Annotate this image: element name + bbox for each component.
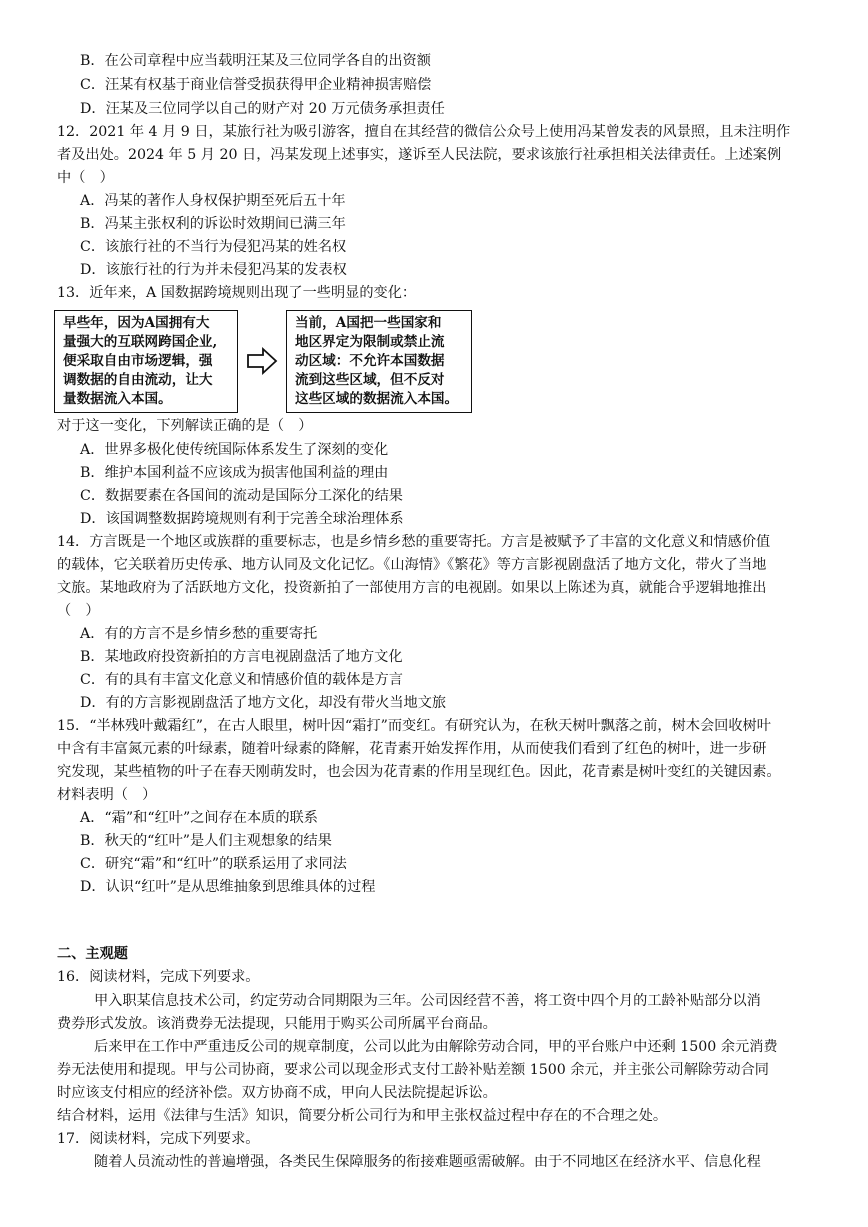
q14-option-c: C．有的具有丰富文化意义和情感价值的载体是方言 bbox=[80, 672, 403, 688]
q12-stem-line3: 中（ ） bbox=[57, 170, 114, 186]
right-arrow-icon bbox=[246, 346, 278, 376]
q14-stem-line3: 文旅。某地政府为了活跃地方文化，投资新拍了一部使用方言的电视剧。如果以上陈述为真，就能合乎逻辑地推出 bbox=[57, 580, 767, 596]
q14-stem-line4: （ ） bbox=[57, 603, 100, 619]
q13-option-b: B．维护本国利益不应该成为损害他国利益的理由 bbox=[80, 465, 389, 481]
q13-option-a: A．世界多极化使传统国际体系发生了深刻的变化 bbox=[80, 442, 389, 458]
box-line: 便采取自由市场逻辑，强 bbox=[63, 353, 213, 369]
q16-stem: 16．阅读材料，完成下列要求。 bbox=[57, 969, 260, 985]
box-line: 流到这些区域，但不反对 bbox=[295, 372, 445, 388]
box-line: 这些区域的数据流入本国。 bbox=[295, 391, 459, 407]
q11-option-d: D．汪某及三位同学以自己的财产对 20 万元债务承担责任 bbox=[80, 101, 445, 117]
q13-stem: 13．近年来，A 国数据跨境规则出现了一些明显的变化： bbox=[57, 285, 417, 301]
q15-stem-line2: 中含有丰富氮元素的叶绿素，随着叶绿素的降解，花青素开始发挥作用，从而使我们看到了红色的树叶，进一步研 bbox=[57, 741, 767, 757]
q17-stem: 17．阅读材料，完成下列要求。 bbox=[57, 1131, 260, 1147]
q15-option-c: C．研究“霜”和“红叶”的联系运用了求同法 bbox=[80, 856, 347, 872]
q14-option-b: B．某地政府投资新拍的方言电视剧盘活了地方文化 bbox=[80, 649, 403, 665]
q14-stem-line1: 14．方言既是一个地区或族群的重要标志，也是乡情乡愁的重要寄托。方言是被赋予了丰富的文化意义和情感价值 bbox=[57, 534, 771, 550]
box-line: 调数据的自由流动，让大 bbox=[63, 372, 213, 388]
q12-option-d: D．该旅行社的行为并未侵犯冯某的发表权 bbox=[80, 262, 347, 278]
q15-stem-line3: 究发现，某些植物的叶子在春天刚萌发时，也会因为花青素的作用呈现红色。因此，花青素是树叶变红的关键因素。 bbox=[57, 764, 781, 780]
q16-paragraph-line: 后来甲在工作中严重违反公司的规章制度，公司以此为由解除劳动合同，甲的平台账户中还剩 1500 余元消费 bbox=[94, 1039, 778, 1055]
q16-requirement: 结合材料，运用《法律与生活》知识，简要分析公司行为和甲主张权益过程中存在的不合理之处。 bbox=[57, 1108, 668, 1124]
q15-option-b: B．秋天的“红叶”是人们主观想象的结果 bbox=[80, 833, 332, 849]
q16-paragraph-line: 券无法使用和提现。甲与公司协商，要求公司以现金形式支付工龄补贴差额 1500 余元，并主张公司解除劳动合同 bbox=[57, 1062, 769, 1078]
q13-question: 对于这一变化，下列解读正确的是（ ） bbox=[57, 418, 313, 434]
q17-paragraph-line: 随着人员流动性的普遍增强，各类民生保障服务的衔接难题亟需破解。由于不同地区在经济水平、信息化程 bbox=[94, 1154, 761, 1170]
box-line: 量数据流入本国。 bbox=[63, 391, 172, 407]
q14-option-d: D．有的方言影视剧盘活了地方文化，却没有带火当地文旅 bbox=[80, 695, 447, 711]
q15-stem-line4: 材料表明（ ） bbox=[57, 787, 157, 803]
q14-option-a: A．有的方言不是乡情乡愁的重要寄托 bbox=[80, 626, 318, 642]
q14-stem-line2: 的载体，它关联着历史传承、地方认同及文化记忆。《山海情》《繁花》等方言影视剧盘活了地方文化，带火了当地 bbox=[57, 557, 767, 573]
box-line: 当前，A国把一些国家和 bbox=[295, 315, 442, 331]
q15-option-a: A．“霜”和“红叶”之间存在本质的联系 bbox=[80, 810, 318, 826]
q13-option-d: D．该国调整数据跨境规则有利于完善全球治理体系 bbox=[80, 511, 404, 527]
box-line: 早些年，因为A国拥有大 bbox=[63, 315, 210, 331]
box-line: 量强大的互联网跨国企业, bbox=[63, 334, 218, 350]
q13-option-c: C．数据要素在各国间的流动是国际分工深化的结果 bbox=[80, 488, 403, 504]
q12-stem-line2: 者及出处。2024 年 5 月 20 日，冯某发现上述事实，遂诉至人民法院，要求该旅行社承担相关法律责任。上述案例 bbox=[57, 147, 782, 163]
box-line: 动区域：不允许本国数据 bbox=[295, 353, 445, 369]
q16-paragraph-line: 甲入职某信息技术公司，约定劳动合同期限为三年。公司因经营不善，将工资中四个月的工龄补贴部分以消 bbox=[94, 993, 761, 1009]
q11-option-c: C．汪某有权基于商业信誉受损获得甲企业精神损害赔偿 bbox=[80, 77, 432, 93]
q11-option-b: B．在公司章程中应当载明汪某及三位同学各自的出资额 bbox=[80, 53, 431, 69]
q15-option-d: D．认识“红叶”是从思维抽象到思维具体的过程 bbox=[80, 879, 376, 895]
q16-paragraph-line: 时应该支付相应的经济补偿。双方协商不成，甲向人民法院提起诉讼。 bbox=[57, 1085, 497, 1101]
q16-paragraph-line: 费券形式发放。该消费券无法提现，只能用于购买公司所属平台商品。 bbox=[57, 1016, 497, 1032]
box-line: 地区界定为限制或禁止流 bbox=[295, 334, 445, 350]
q13-box-before bbox=[54, 310, 238, 413]
q12-option-a: A．冯某的著作人身权保护期至死后五十年 bbox=[80, 193, 346, 209]
q12-option-c: C．该旅行社的不当行为侵犯冯某的姓名权 bbox=[80, 239, 347, 255]
q12-option-b: B．冯某主张权利的诉讼时效期间已满三年 bbox=[80, 216, 346, 232]
q12-stem-line1: 12．2021 年 4 月 9 日，某旅行社为吸引游客，擅自在其经营的微信公众号上使用冯某曾发表的风景照，且未注明作 bbox=[57, 124, 791, 140]
q15-stem-line1: 15．“半林残叶戴霜红”，在古人眼里，树叶因“霜打”而变红。有研究认为，在秋天树叶飘落之前，树木会回收树叶 bbox=[57, 718, 771, 734]
section-heading: 二、主观题 bbox=[57, 946, 128, 962]
q13-box-after bbox=[286, 310, 472, 413]
